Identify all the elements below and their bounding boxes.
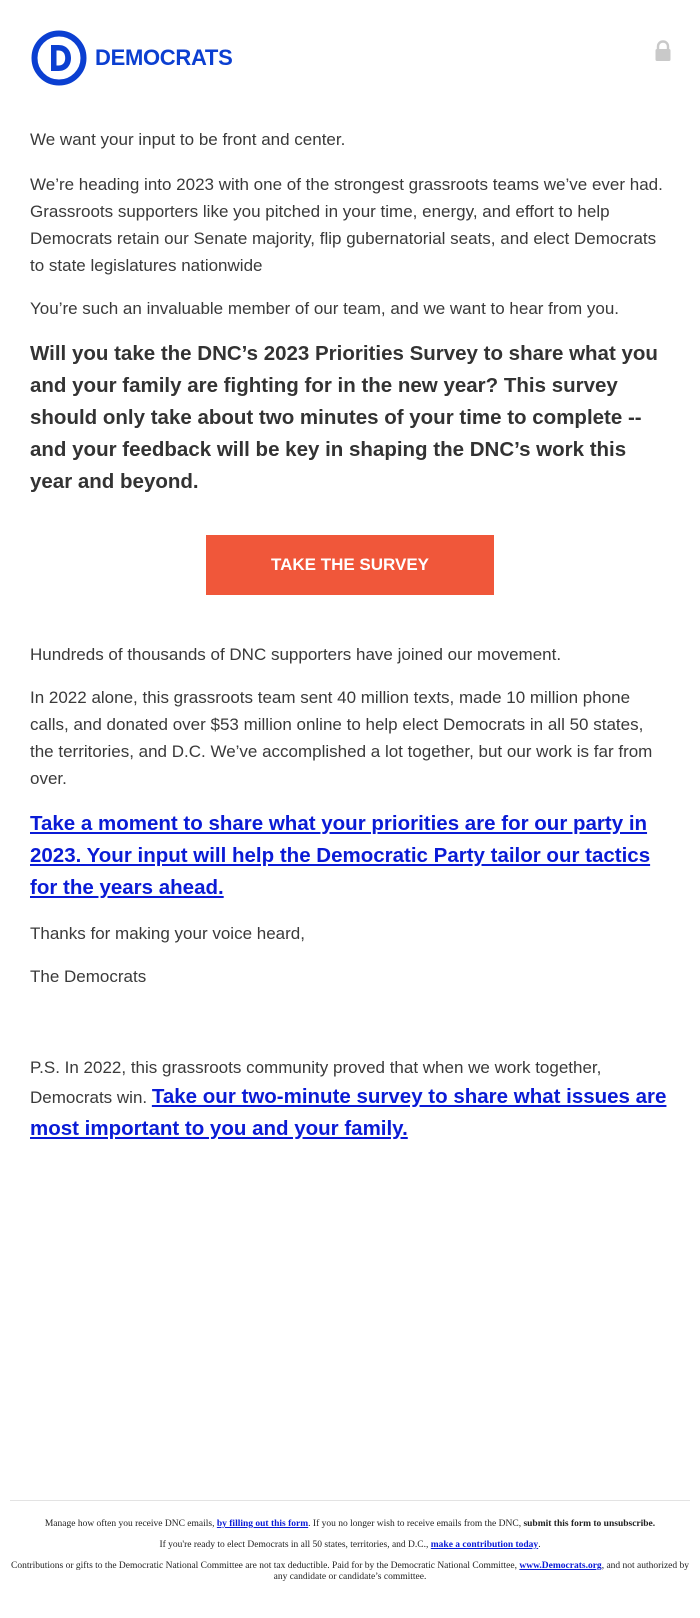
- democrats-logo[interactable]: [31, 30, 232, 86]
- supporters-paragraph: Hundreds of thousands of DNC supporters have joined our movement.: [30, 645, 562, 664]
- footer-contribute-text: If you're ready to elect Democrats in all 50 states, territories, and D.C.,: [159, 1540, 429, 1550]
- footer-manage-line: [10, 1519, 690, 1530]
- footer-contribute-line: [10, 1540, 690, 1551]
- signature: The Democrats: [30, 967, 147, 986]
- thanks-line: Thanks for making your voice heard,: [30, 924, 305, 943]
- lock-icon: [654, 40, 672, 62]
- unsubscribe-link[interactable]: submit this form to unsubscribe: [523, 1519, 653, 1529]
- invaluable-paragraph: You’re such an invaluable member of our team, and we want to hear from you.: [30, 299, 620, 318]
- email-footer: [10, 1500, 690, 1593]
- democrats-d-logo-icon: [31, 30, 87, 86]
- footer-disclaimer-text: Contributions or gifts to the Democratic National Committee are not tax deductible. Paid for by the Democratic National Committee,: [10, 1561, 517, 1571]
- footer-disclaimer-end: , and not authorized by any candidate or candidate’s committee.: [273, 1561, 690, 1582]
- footer-manage-end: .: [652, 1519, 656, 1529]
- stats-paragraph: In 2022 alone, this grassroots team sent 40 million texts, made 10 million phone calls, and donated over $53 million online to help elect Democrats in all 50 states, the territories, and D.C. We’ve accomplished a lot together, but our work is far from over.: [30, 688, 653, 788]
- footer-disclaimer-line: [10, 1561, 690, 1583]
- cta-container: [30, 535, 670, 595]
- ps-paragraph: [30, 1054, 670, 1145]
- email-body: [30, 126, 670, 1145]
- footer-contribute-end: .: [538, 1540, 541, 1550]
- footer-manage-mid: . If you no longer wish to receive emails from the DNC,: [308, 1519, 522, 1529]
- democrats-org-link[interactable]: www.Democrats.org: [519, 1561, 602, 1571]
- contribute-link[interactable]: make a contribution today: [430, 1540, 539, 1550]
- logo-wordmark: DEMOCRATS: [95, 45, 233, 70]
- ps-text: P.S. In 2022, this grassroots community proved that when we work together, Democrats win.: [30, 1058, 602, 1107]
- footer-manage-text: Manage how often you receive DNC emails,: [44, 1519, 215, 1529]
- manage-emails-link[interactable]: by filling out this form: [216, 1519, 309, 1529]
- priorities-survey-link[interactable]: Take a moment to share what your priorities are for our party in 2023. Your input will help the Democratic Party tailor our tactics for the years ahead.: [30, 812, 651, 899]
- intro-paragraph: We want your input to be front and center.: [30, 130, 346, 149]
- grassroots-paragraph: We’re heading into 2023 with one of the strongest grassroots teams we’ve ever had. Grassroots supporters like you pitched in your time, energy, and effort to help Democrats retain our Senate majority, flip gubernatorial seats, and elect Democrats to state legislatures nationwide: [30, 175, 663, 275]
- email-header: [0, 0, 700, 110]
- survey-ask-paragraph: Will you take the DNC’s 2023 Priorities Survey to share what you and your family are fighting for in the new year? This survey should only take about two minutes of your time to complete -- and your feedback will be key in shaping the DNC’s work this year and beyond.: [30, 342, 658, 493]
- take-survey-button[interactable]: TAKE THE SURVEY: [206, 535, 494, 595]
- ps-survey-link[interactable]: Take our two-minute survey to share what issues are most important to you and your family.: [30, 1085, 667, 1140]
